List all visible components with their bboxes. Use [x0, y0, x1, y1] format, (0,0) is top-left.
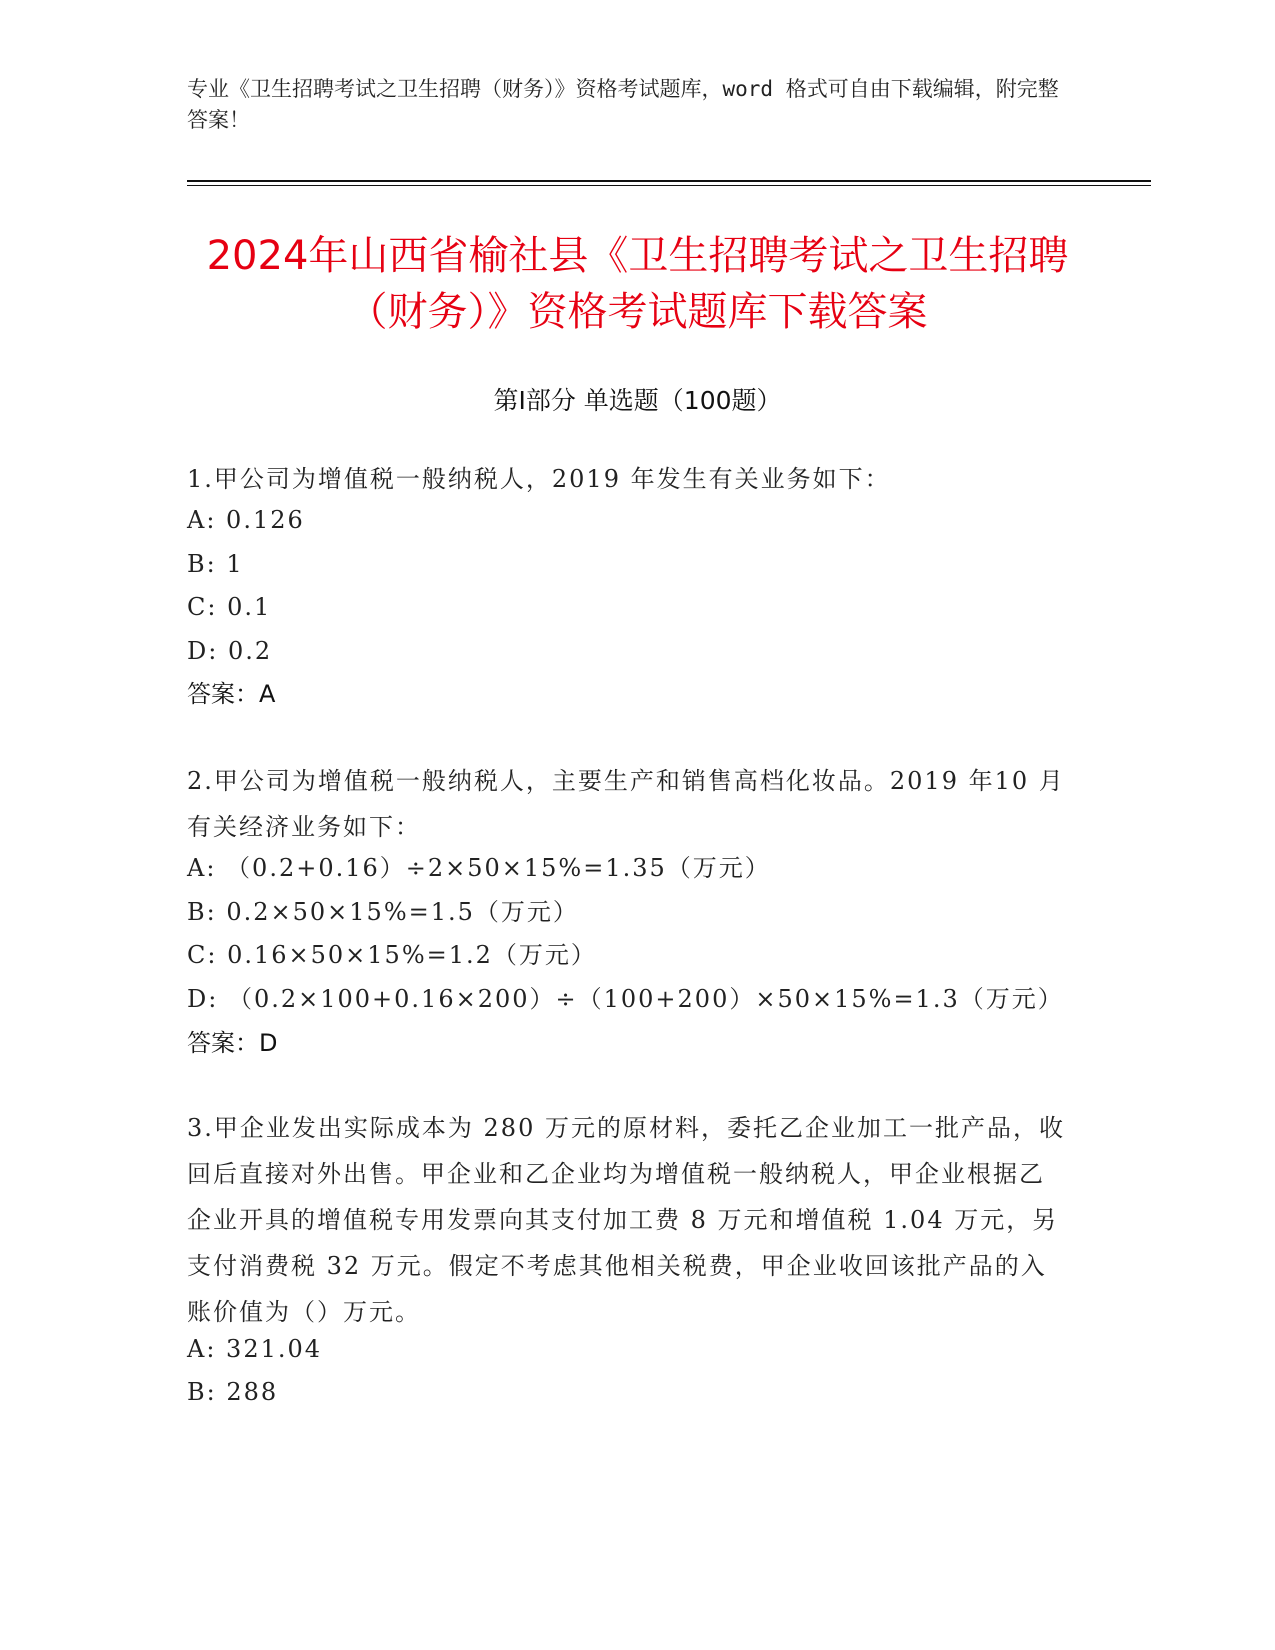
question-1-answer: 答案：A — [187, 680, 276, 708]
question-2-option-c: C: 0.16×50×15%=1.2（万元） — [187, 941, 597, 969]
question-3-option-b: B: 288 — [187, 1378, 279, 1406]
question-1-text: 1.甲公司为增值税一般纳税人，2019 年发生有关业务如下： — [187, 465, 891, 493]
document-title: 2024年山西省榆社县《卫生招聘考试之卫生招聘（财务）》资格考试题库下载答案 — [206, 233, 1069, 335]
header-rule-thick — [187, 180, 1151, 182]
question-2-answer: 答案：D — [187, 1029, 278, 1057]
section-heading: 第Ⅰ部分 单选题（100题） — [493, 386, 782, 415]
question-1-option-c: C: 0.1 — [187, 593, 272, 621]
header-note: 专业《卫生招聘考试之卫生招聘（财务）》资格考试题库，word 格式可自由下载编辑，附完整答案！ — [187, 77, 1059, 132]
question-1-option-a: A: 0.126 — [187, 506, 305, 534]
question-3-text: 3.甲企业发出实际成本为 280 万元的原材料，委托乙企业加工一批产品，收回后直接对外出售。甲企业和乙企业均为增值税一般纳税人，甲企业根据乙企业开具的增值税专用发票向其支付加工费 8 万元和增值税 1.04 万元，另支付消费税 32 万元。假定不考虑其他相关税费，甲企业收回该批产品的入账价值为（）万元。 — [187, 1114, 1065, 1326]
question-3-option-a: A: 321.04 — [187, 1335, 323, 1363]
header-rule-thin — [187, 185, 1151, 186]
question-2-option-d: D: （0.2×100+0.16×200）÷（100+200）×50×15%=1.3（万元） — [187, 985, 1064, 1013]
question-2-option-b: B: 0.2×50×15%=1.5（万元） — [187, 898, 579, 926]
question-2-text: 2.甲公司为增值税一般纳税人，主要生产和销售高档化妆品。2019 年10 月有关经济业务如下： — [187, 767, 1065, 841]
question-1-option-d: D: 0.2 — [187, 637, 273, 665]
question-2-option-a: A: （0.2+0.16）÷2×50×15%=1.35（万元） — [187, 854, 771, 882]
question-1-option-b: B: 1 — [187, 550, 244, 578]
